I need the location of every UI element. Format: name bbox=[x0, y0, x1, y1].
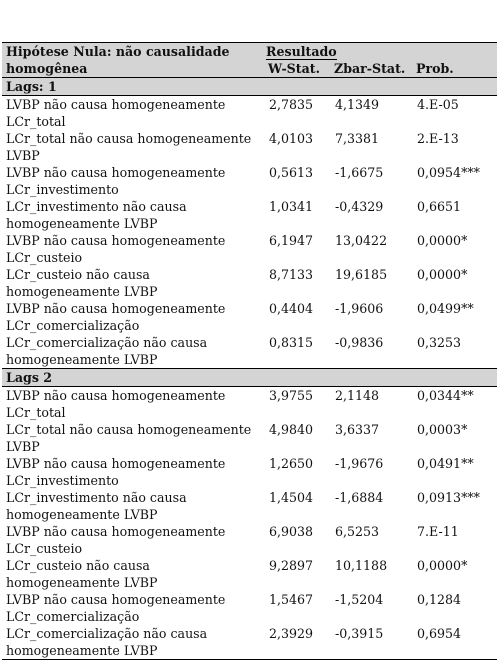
table-body bbox=[2, 78, 497, 660]
lag-group-row bbox=[2, 78, 497, 96]
prob-cell: 0,0913*** bbox=[417, 490, 480, 505]
table-row bbox=[2, 523, 497, 557]
hypothesis-cell: LCr_comercialização não causa homogeneamente LVBP bbox=[6, 335, 208, 367]
prob-cell: 0,0000* bbox=[417, 233, 468, 248]
zbar-stat-cell: -1,5204 bbox=[335, 592, 384, 607]
zbar-stat-cell: 6,5253 bbox=[335, 524, 380, 539]
prob-cell: 0,0000* bbox=[417, 267, 468, 282]
w-stat-cell: 0,5613 bbox=[269, 165, 314, 180]
table-row bbox=[2, 164, 497, 198]
w-stat-cell: 1,2650 bbox=[269, 456, 314, 471]
table-row bbox=[2, 232, 497, 266]
table-row bbox=[2, 591, 497, 625]
table-row bbox=[2, 421, 497, 455]
granger-causality-table-container bbox=[2, 42, 497, 660]
table-row bbox=[2, 300, 497, 334]
prob-cell: 0,6954 bbox=[412, 625, 497, 660]
hypothesis-cell: LCr_investimento não causa homogeneamente LVBP bbox=[6, 490, 187, 522]
w-stat-cell: 2,7835 bbox=[269, 97, 314, 112]
w-stat-cell: 4,9840 bbox=[269, 422, 314, 437]
zbar-stat-cell: 3,6337 bbox=[335, 422, 380, 437]
zbar-stat-cell: -1,6675 bbox=[335, 165, 384, 180]
prob-cell: 2.E-13 bbox=[417, 131, 459, 146]
w-stat-cell: 6,1947 bbox=[269, 233, 314, 248]
prob-cell: 0,0491** bbox=[417, 456, 474, 471]
zbar-stat-cell: 2,1148 bbox=[335, 388, 380, 403]
w-stat-cell: 1,4504 bbox=[269, 490, 314, 505]
hypothesis-cell: LCr_custeio não causa homogeneamente LVBP bbox=[6, 558, 158, 590]
prob-cell: 0,3253 bbox=[417, 335, 462, 350]
hypothesis-cell: LCr_investimento não causa homogeneamente LVBP bbox=[6, 199, 187, 231]
zbar-stat-cell: -0,4329 bbox=[335, 199, 384, 214]
hypothesis-cell: LVBP não causa homogeneamente LCr_comercialização bbox=[6, 592, 226, 624]
hypothesis-cell: LVBP não causa homogeneamente LCr_comercialização bbox=[6, 301, 226, 333]
hypothesis-cell: LCr_comercialização não causa homogeneamente LVBP bbox=[2, 625, 264, 660]
prob-cell: 0,0344** bbox=[417, 388, 474, 403]
zbar-stat-cell: 7,3381 bbox=[335, 131, 380, 146]
result-header: Resultado bbox=[264, 43, 497, 61]
table-row bbox=[2, 198, 497, 232]
zbar-stat-cell: 4,1349 bbox=[335, 97, 380, 112]
prob-header: Prob. bbox=[412, 60, 497, 78]
lag-group-label: Lags 2 bbox=[2, 369, 497, 387]
w-stat-cell: 0,8315 bbox=[269, 335, 314, 350]
zbar-stat-cell: 13,0422 bbox=[335, 233, 388, 248]
w-stat-cell: 3,9755 bbox=[269, 388, 314, 403]
prob-cell: 4.E-05 bbox=[417, 97, 459, 112]
zbar-stat-cell: -1,9606 bbox=[335, 301, 384, 316]
prob-cell: 0,0954*** bbox=[417, 165, 480, 180]
hypothesis-cell: LCr_custeio não causa homogeneamente LVBP bbox=[6, 267, 158, 299]
zbar-stat-cell: -1,6884 bbox=[335, 490, 384, 505]
w-stat-cell: 9,2897 bbox=[269, 558, 314, 573]
hypothesis-cell: LVBP não causa homogeneamente LCr_investimento bbox=[6, 165, 226, 197]
hypothesis-cell: LCr_total não causa homogeneamente LVBP bbox=[6, 131, 252, 163]
lag-group-row bbox=[2, 369, 497, 387]
w-stat-cell: 4,0103 bbox=[269, 131, 314, 146]
table-header bbox=[2, 43, 497, 78]
zbar-stat-cell: 10,1188 bbox=[335, 558, 388, 573]
w-stat-cell: 8,7133 bbox=[269, 267, 314, 282]
table-row bbox=[2, 96, 497, 131]
prob-cell: 0,0499** bbox=[417, 301, 474, 316]
null-hypothesis-header: Hipótese Nula: não causalidade homogênea bbox=[2, 43, 264, 78]
table-row bbox=[2, 130, 497, 164]
granger-causality-table bbox=[2, 42, 497, 660]
w-stat-cell: 1,5467 bbox=[269, 592, 314, 607]
hypothesis-cell: LVBP não causa homogeneamente LCr_investimento bbox=[6, 456, 226, 488]
hypothesis-cell: LVBP não causa homogeneamente LCr_custeio bbox=[6, 233, 226, 265]
hypothesis-cell: LVBP não causa homogeneamente LCr_custeio bbox=[6, 524, 226, 556]
w-stat-header: W-Stat. bbox=[264, 60, 330, 78]
w-stat-cell: 2,3929 bbox=[264, 625, 330, 660]
prob-cell: 0,0000* bbox=[417, 558, 468, 573]
table-row bbox=[2, 625, 497, 660]
zbar-stat-header: Zbar-Stat. bbox=[330, 60, 412, 78]
w-stat-cell: 6,9038 bbox=[269, 524, 314, 539]
table-row bbox=[2, 455, 497, 489]
table-row bbox=[2, 489, 497, 523]
lag-group-label: Lags: 1 bbox=[2, 78, 497, 96]
w-stat-cell: 0,4404 bbox=[269, 301, 314, 316]
prob-cell: 7.E-11 bbox=[417, 524, 459, 539]
zbar-stat-cell: -1,9676 bbox=[335, 456, 384, 471]
zbar-stat-cell: 19,6185 bbox=[335, 267, 388, 282]
table-row bbox=[2, 266, 497, 300]
table-row bbox=[2, 557, 497, 591]
prob-cell: 0,6651 bbox=[417, 199, 462, 214]
hypothesis-cell: LVBP não causa homogeneamente LCr_total bbox=[6, 388, 226, 420]
table-row bbox=[2, 387, 497, 422]
prob-cell: 0,0003* bbox=[417, 422, 468, 437]
hypothesis-cell: LVBP não causa homogeneamente LCr_total bbox=[6, 97, 226, 129]
w-stat-cell: 1,0341 bbox=[269, 199, 314, 214]
zbar-stat-cell: -0,3915 bbox=[330, 625, 412, 660]
zbar-stat-cell: -0,9836 bbox=[335, 335, 384, 350]
hypothesis-cell: LCr_total não causa homogeneamente LVBP bbox=[6, 422, 252, 454]
table-row bbox=[2, 334, 497, 369]
prob-cell: 0,1284 bbox=[417, 592, 462, 607]
